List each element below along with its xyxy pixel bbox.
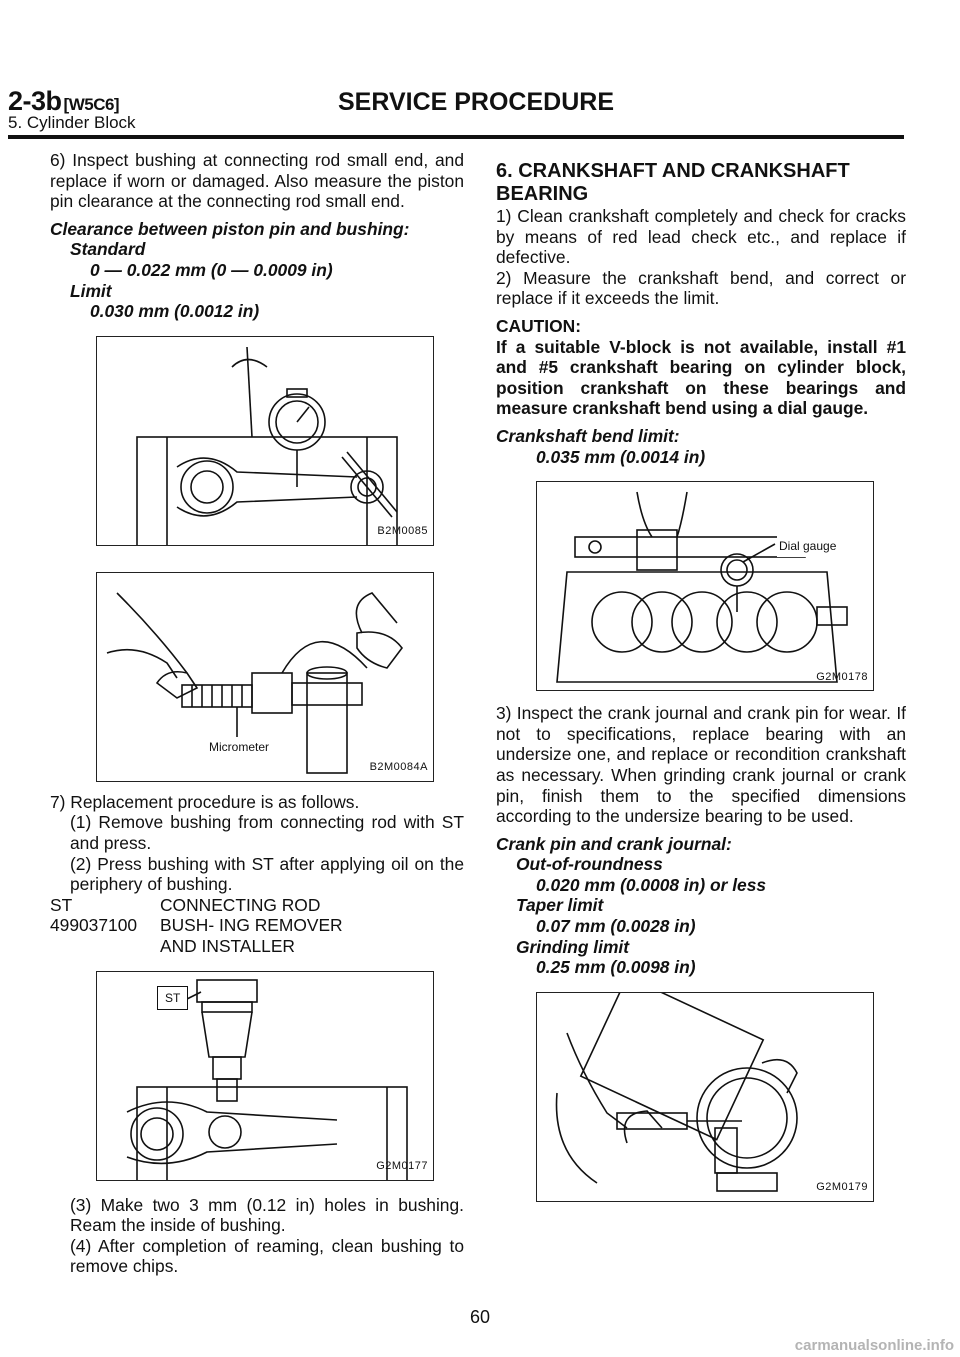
figure-id: G2M0177 [376, 1159, 428, 1172]
bend-limit-value: 0.035 mm (0.0014 in) [536, 446, 706, 467]
figure-bushing-remover [96, 971, 434, 1181]
section-heading: 6. CRANKSHAFT AND CRANKSHAFT BEARING [496, 160, 850, 205]
step-2-text: 2) Measure the crankshaft bend, and correct or replace if it exceeds the limit. [496, 267, 906, 309]
crank-journal-micrometer-illustration [537, 993, 873, 1201]
caution-text: If a suitable V-block is not available, install #1 and #5 crankshaft bearing on cylinder block, position crankshaft on these bearings and measure crankshaft bend using a dial gauge. [496, 336, 906, 419]
st-label: ST [157, 986, 188, 1011]
step-7-3-text: (3) Make two 3 mm (0.12 in) holes in bushing. Ream the inside of bushing. [70, 1194, 464, 1236]
figure-crank-journal-micrometer [536, 992, 874, 1202]
step-1-text: 1) Clean crankshaft completely and check for cracks by means of red lead check etc., and replace if defective. [496, 206, 906, 268]
standard-value: 0 — 0.022 mm (0 — 0.0009 in) [90, 259, 333, 280]
step-7-1-text: (1) Remove bushing from connecting rod with ST and press. [70, 812, 464, 853]
limit-label: Limit [70, 280, 112, 301]
taper-limit-label: Taper limit [516, 895, 604, 916]
page-subtitle: 5. Cylinder Block [8, 113, 136, 132]
step-7-text: 7) Replacement procedure is as follows. [50, 791, 360, 812]
caution-title: CAUTION: [496, 315, 582, 336]
special-tool-line [50, 895, 464, 957]
section-code-main: 2-3b [8, 86, 62, 116]
micrometer-label: Micrometer [207, 737, 271, 758]
figure-connecting-rod-dial-gauge [96, 336, 434, 546]
special-tool-description: CONNECTING ROD BUSH- ING REMOVER AND INSTALLER [160, 894, 343, 956]
bushing-remover-illustration [97, 972, 433, 1180]
figure-crankshaft-dial-gauge [536, 481, 874, 691]
step-7-2-text: (2) Press bushing with ST after applying oil on the periphery of bushing. [70, 853, 464, 895]
step-6-text: 6) Inspect bushing at connecting rod small end, and replace if worn or damaged. Also measure the piston pin clearance at the connecting rod small end. [50, 150, 464, 212]
limit-value: 0.030 mm (0.0012 in) [90, 301, 260, 322]
out-of-roundness-label: Out-of-roundness [516, 854, 663, 875]
step-7-4-text: (4) After completion of reaming, clean bushing to remove chips. [70, 1235, 464, 1277]
out-of-roundness-value: 0.020 mm (0.0008 in) or less [536, 874, 767, 895]
crankshaft-dial-gauge-illustration [537, 482, 873, 690]
figure-id: B2M0085 [377, 525, 428, 538]
connecting-rod-dial-gauge-illustration [97, 337, 433, 545]
section-code-sub: [W5C6] [63, 95, 120, 114]
header-rule [8, 135, 904, 139]
figure-micrometer [96, 572, 434, 782]
figure-id: G2M0178 [816, 670, 868, 683]
grinding-limit-label: Grinding limit [516, 936, 630, 957]
figure-id: B2M0084A [369, 761, 428, 774]
taper-limit-value: 0.07 mm (0.0028 in) [536, 916, 696, 937]
crank-spec-title: Crank pin and crank journal: [496, 833, 732, 854]
figure-id: G2M0179 [816, 1181, 868, 1194]
step-3-text: 3) Inspect the crank journal and crank pin for wear. If not to specifications, replace bearing with an undersize one, and replace or recondition crankshaft as necessary. When grinding crank journal or crank pin, finish them to the specified dimensions according to the undersize bearing to be used. [496, 703, 906, 827]
bend-limit-title: Crankshaft bend limit: [496, 425, 680, 446]
standard-label: Standard [70, 239, 146, 260]
watermark: carmanualsonline.info [794, 1337, 954, 1354]
left-column [50, 150, 464, 1277]
right-column [496, 160, 906, 1202]
dial-gauge-label: Dial gauge [777, 536, 838, 557]
page-number: 60 [469, 1307, 491, 1327]
grinding-limit-value: 0.25 mm (0.0098 in) [536, 957, 696, 978]
special-tool-number: ST 499037100 [50, 894, 138, 936]
page-title: SERVICE PROCEDURE [338, 88, 614, 116]
clearance-spec-title: Clearance between piston pin and bushing: [50, 218, 410, 239]
